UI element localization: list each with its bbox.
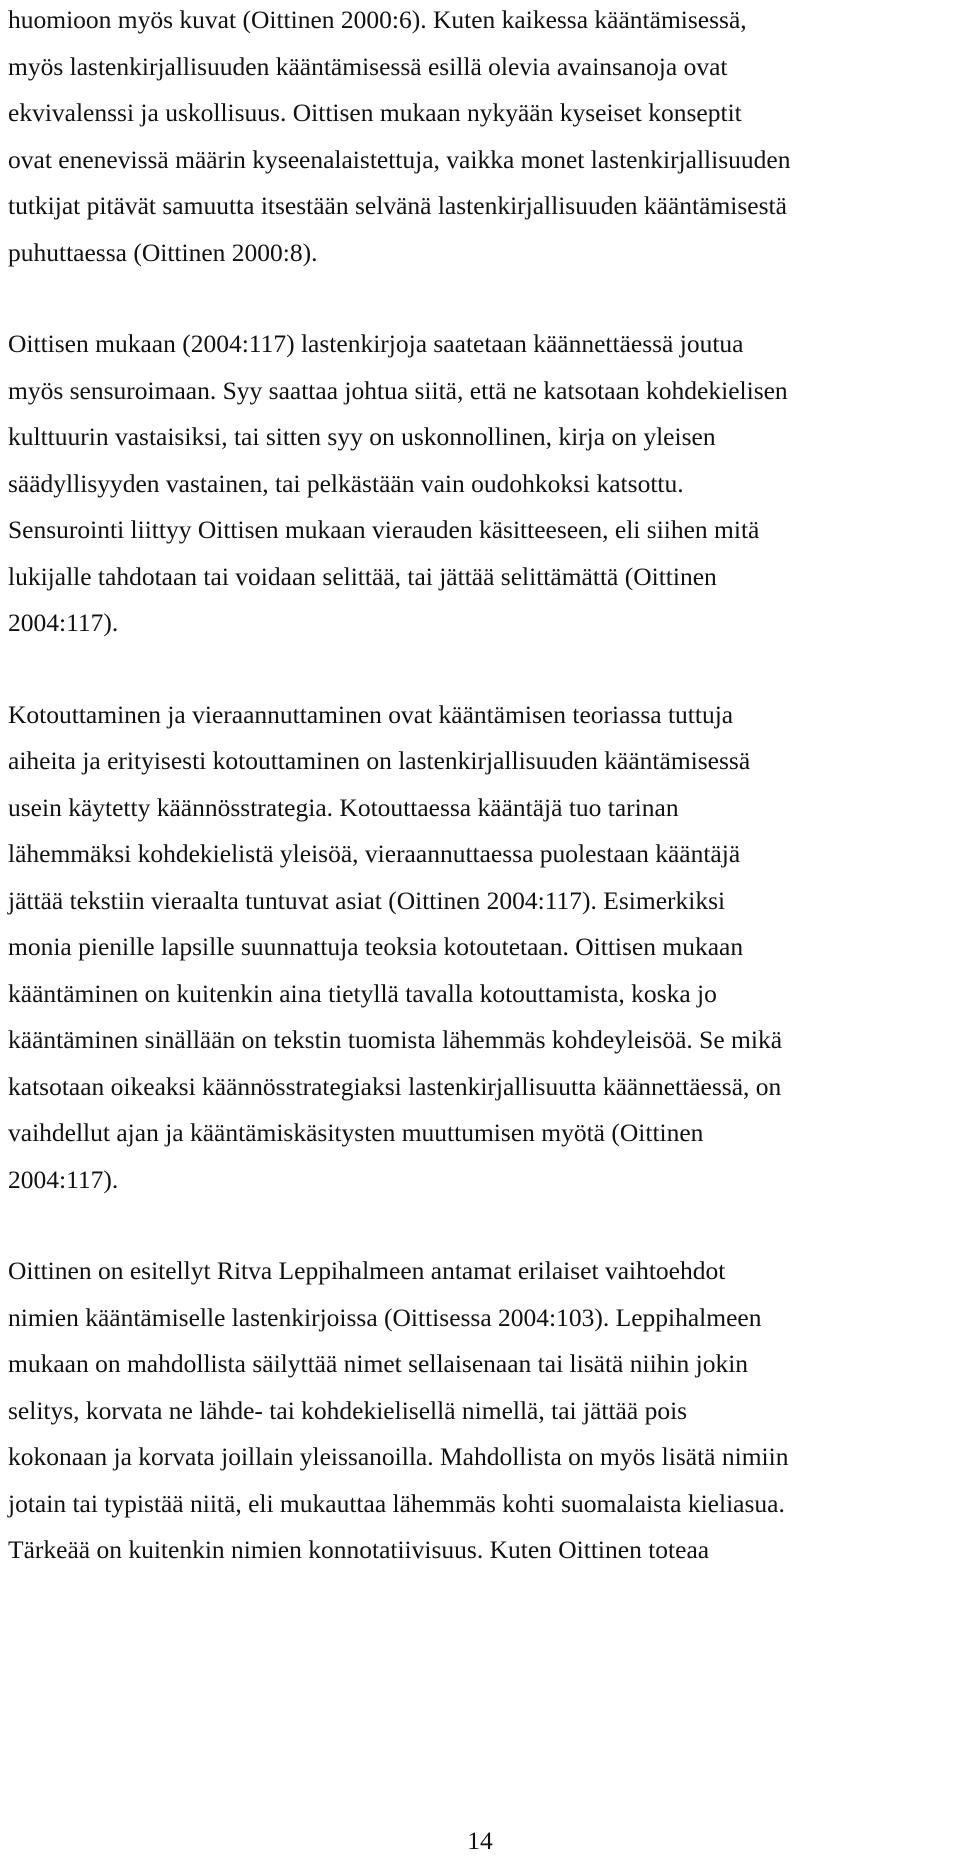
text-line: selitys, korvata ne lähde- tai kohdekielisellä nimellä, tai jättää pois	[8, 1395, 688, 1425]
text-line: 2004:117).	[8, 608, 119, 637]
text-line: tutkijat pitävät samuutta itsestään selvänä lastenkirjallisuuden kääntämisestä	[8, 191, 787, 220]
paragraph-3	[8, 692, 960, 1204]
text-line: ekvivalenssi ja uskollisuus. Oittisen mukaan nykyään kyseiset konseptit	[8, 98, 742, 127]
text-line: lähemmäksi kohdekielistä yleisöä, vieraannuttaessa puolestaan kääntäjä	[8, 839, 741, 868]
text-line: kääntäminen on kuitenkin aina tietyllä tavalla kotouttamista, koska jo	[8, 978, 717, 1008]
text-line: aiheita ja erityisesti kotouttaminen on lastenkirjallisuuden kääntämisessä	[8, 746, 751, 775]
text-line: vaihdellut ajan ja kääntämiskäsitysten muuttumisen myötä (Oittinen	[8, 1118, 704, 1147]
text-line: Oittinen on esitellyt Ritva Leppihalmeen antamat erilaiset vaihtoehdot	[8, 1256, 726, 1285]
text-line: kääntäminen sinällään on tekstin tuomista lähemmäs kohdeyleisöä. Se mikä	[8, 1025, 783, 1054]
text-line: puhuttaessa (Oittinen 2000:8).	[8, 237, 318, 267]
document-page	[8, 0, 960, 1574]
text-line: jotain tai typistää niitä, eli mukauttaa lähemmäs kohti suomalaista kieliasua.	[8, 1488, 785, 1518]
text-line: kulttuurin vastaisiksi, tai sitten syy on uskonnollinen, kirja on yleisen	[8, 422, 716, 451]
text-line: usein käytetty käännösstrategia. Kotouttaessa kääntäjä tuo tarinan	[8, 792, 679, 822]
text-line: kokonaan ja korvata joillain yleissanoilla. Mahdollista on myös lisätä nimiin	[8, 1442, 789, 1471]
text-line: Oittisen mukaan (2004:117) lastenkirjoja saatetaan käännettäessä joutua	[8, 329, 744, 358]
page-number: 14	[467, 1826, 493, 1855]
text-line: Sensurointi liittyy Oittisen mukaan vierauden käsitteeseen, eli siihen mitä	[8, 515, 760, 544]
paragraph-2	[8, 321, 960, 647]
text-line: myös lastenkirjallisuuden kääntämisessä esillä olevia avainsanoja ovat	[8, 51, 728, 81]
paragraph-1	[8, 0, 960, 276]
paragraph-4	[8, 1248, 960, 1574]
text-line: säädyllisyyden vastainen, tai pelkästään vain oudohkoksi katsottu.	[8, 468, 684, 498]
text-line: katsotaan oikeaksi käännösstrategiaksi lastenkirjallisuutta käännettäessä, on	[8, 1071, 782, 1101]
text-line: monia pienille lapsille suunnattuja teoksia kotoutetaan. Oittisen mukaan	[8, 932, 744, 961]
text-line: 2004:117).	[8, 1164, 119, 1194]
text-line: Kotouttaminen ja vieraannuttaminen ovat kääntämisen teoriassa tuttuja	[8, 699, 734, 729]
text-line: mukaan on mahdollista säilyttää nimet sellaisenaan tai lisätä niihin jokin	[8, 1349, 749, 1378]
text-line: nimien kääntämiselle lastenkirjoissa (Oittisessa 2004:103). Leppihalmeen	[8, 1302, 762, 1332]
text-line: ovat enenevissä määrin kyseenalaistettuja, vaikka monet lastenkirjallisuuden	[8, 144, 791, 174]
text-line: huomioon myös kuvat (Oittinen 2000:6). Kuten kaikessa kääntämisessä,	[8, 5, 747, 34]
text-line: jättää tekstiin vieraalta tuntuvat asiat (Oittinen 2004:117). Esimerkiksi	[8, 885, 726, 915]
text-line: myös sensuroimaan. Syy saattaa johtua siitä, että ne katsotaan kohdekielisen	[8, 375, 788, 405]
text-line: Tärkeää on kuitenkin nimien konnotatiivisuus. Kuten Oittinen toteaa	[8, 1535, 710, 1564]
text-line: lukijalle tahdotaan tai voidaan selittää, tai jättää selittämättä (Oittinen	[8, 561, 717, 591]
